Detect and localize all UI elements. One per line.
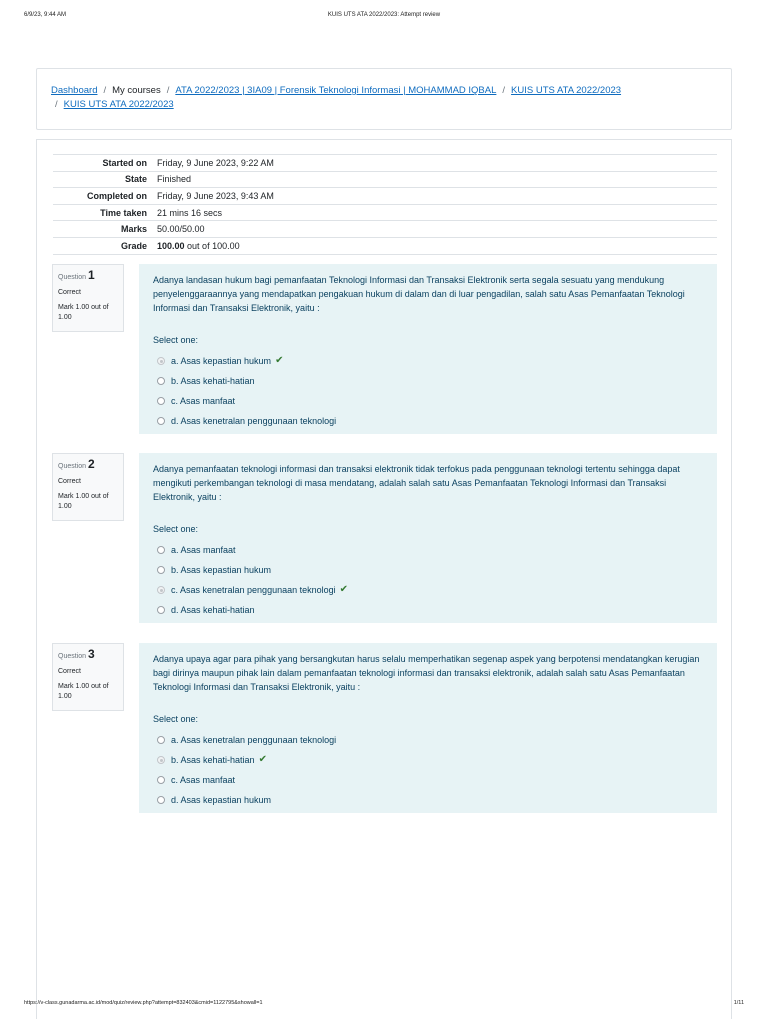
question-number: 3 (87, 647, 95, 661)
time-taken-value: 21 mins 16 secs (153, 204, 717, 221)
summary-row-grade (53, 237, 717, 254)
question-label: Question (58, 274, 87, 281)
question-state: Correct (58, 478, 81, 485)
radio-icon[interactable] (157, 796, 165, 804)
breadcrumb (36, 68, 732, 130)
breadcrumb-separator: / (103, 85, 107, 96)
answer-label: a. Asas manfaat (171, 545, 236, 555)
print-header (24, 12, 744, 22)
breadcrumb-quiz-section-link[interactable]: KUIS UTS ATA 2022/2023 (511, 85, 622, 96)
grade-suffix: out of 100.00 (187, 240, 240, 251)
grade-value: 100.00 (157, 240, 185, 251)
answer-label: c. Asas manfaat (171, 396, 236, 406)
question-label: Question (58, 463, 87, 470)
radio-icon[interactable] (157, 377, 165, 385)
completed-on-value: Friday, 9 June 2023, 9:43 AM (153, 188, 717, 205)
question-mark: Mark 1.00 out of 1.00 (58, 683, 109, 700)
question-state: Correct (58, 289, 81, 296)
question-label: Question (58, 653, 87, 660)
question-mark: Mark 1.00 out of 1.00 (58, 304, 109, 321)
question-text: Adanya upaya agar para pihak yang bersangkutan harus selalu memperhatikan segenap aspek yang berpotensi mendatangkan kerugian bagi dirinya maupun pihak lain dalam pemanfaatan teknologi informasi dan transaksi elektronik, adalah salah satu Asas Pemanfaatan Teknologi Informasi dan Transaksi Elektronik, yaitu : (153, 654, 700, 692)
radio-icon[interactable] (157, 606, 165, 614)
breadcrumb-my-courses[interactable]: My courses (112, 85, 161, 96)
breadcrumb-course-link[interactable]: ATA 2022/2023 | 3IA09 | Forensik Teknologi Informasi | MOHAMMAD IQBAL (175, 85, 497, 96)
answer-label: a. Asas kenetralan penggunaan teknologi (171, 735, 337, 745)
correct-check-icon: ✔ (275, 355, 284, 366)
answer-label: b. Asas kehati-hatian (171, 755, 255, 765)
answer-option[interactable] (153, 790, 703, 810)
radio-checked-icon[interactable] (157, 586, 165, 594)
grade-value-cell (153, 237, 717, 254)
print-footer (24, 1000, 744, 1010)
print-page-number: 1/11 (733, 1000, 744, 1006)
summary-row-state (53, 171, 717, 188)
question-number: 1 (87, 268, 95, 282)
quiz-review-region (36, 139, 732, 1019)
breadcrumb-quiz-link[interactable]: KUIS UTS ATA 2022/2023 (63, 99, 174, 110)
answer-option[interactable] (153, 371, 703, 391)
completed-on-label: Completed on (53, 188, 153, 205)
answer-option[interactable] (153, 351, 703, 371)
answer-label: b. Asas kepastian hukum (171, 565, 272, 575)
answer-option[interactable] (153, 391, 703, 411)
marks-label: Marks (53, 221, 153, 238)
question-1-info (52, 264, 124, 332)
print-date: 6/9/23, 9:44 AM (24, 12, 67, 18)
answer-option[interactable] (153, 770, 703, 790)
summary-row-completed-on (53, 188, 717, 205)
select-one-label: Select one: (153, 714, 199, 724)
answer-label: d. Asas kehati-hatian (171, 605, 255, 615)
marks-value: 50.00/50.00 (153, 221, 717, 238)
answer-option[interactable] (153, 730, 703, 750)
question-text: Adanya landasan hukum bagi pemanfaatan Teknologi Informasi dan Transaksi Elektronik serta segala sesuatu yang mendukung penyelenggaraannya yang mendapatkan pengakuan hukum di dalam dan di luar pengadilan, salah satu Asas Pemanfaatan Teknologi Informasi dan Transaksi Elektronik, yaitu : (153, 275, 685, 313)
question-2-info (52, 453, 124, 521)
answer-label: c. Asas manfaat (171, 775, 236, 785)
answer-option[interactable] (153, 600, 703, 620)
radio-icon[interactable] (157, 417, 165, 425)
answer-label: c. Asas kenetralan penggunaan teknologi (171, 585, 336, 595)
question-2-content (139, 453, 717, 623)
radio-icon[interactable] (157, 546, 165, 554)
started-on-value: Friday, 9 June 2023, 9:22 AM (153, 155, 717, 172)
radio-icon[interactable] (157, 397, 165, 405)
state-value: Finished (153, 171, 717, 188)
radio-checked-icon[interactable] (157, 357, 165, 365)
summary-row-marks (53, 221, 717, 238)
started-on-label: Started on (53, 155, 153, 172)
answer-option[interactable] (153, 411, 703, 431)
correct-check-icon: ✔ (339, 584, 349, 595)
answer-label: b. Asas kehati-hatian (171, 376, 255, 386)
answer-label: d. Asas kepastian hukum (171, 795, 272, 805)
select-one-label: Select one: (153, 524, 199, 534)
breadcrumb-dashboard-link[interactable]: Dashboard (51, 85, 98, 96)
question-1-content (139, 264, 717, 434)
attempt-summary-table (53, 154, 717, 255)
question-state: Correct (58, 668, 81, 675)
answer-label: d. Asas kenetralan penggunaan teknologi (171, 416, 337, 426)
question-number: 2 (87, 457, 95, 471)
answer-option[interactable] (153, 580, 703, 600)
state-label: State (53, 171, 153, 188)
question-3-info (52, 643, 124, 711)
summary-row-time-taken (53, 204, 717, 221)
question-mark: Mark 1.00 out of 1.00 (58, 493, 109, 510)
breadcrumb-separator: / (502, 85, 506, 96)
answer-option[interactable] (153, 540, 703, 560)
breadcrumb-separator: / (166, 85, 170, 96)
question-text: Adanya pemanfaatan teknologi informasi dan transaksi elektronik tidak terfokus pada penggunaan teknologi tertentu sehingga dapat mengikuti perkembangan teknologi di masa mendatang, adalah salah satu Asas Pemanfaatan Teknologi Informasi dan Transaksi Elektronik, yaitu : (153, 464, 680, 502)
answer-option[interactable] (153, 750, 703, 770)
time-taken-label: Time taken (53, 204, 153, 221)
answer-label: a. Asas kepastian hukum (171, 356, 272, 366)
correct-check-icon: ✔ (258, 754, 267, 765)
select-one-label: Select one: (153, 335, 199, 345)
grade-label: Grade (53, 237, 153, 254)
radio-checked-icon[interactable] (157, 756, 165, 764)
answer-option[interactable] (153, 560, 703, 580)
radio-icon[interactable] (157, 566, 165, 574)
radio-icon[interactable] (157, 776, 165, 784)
radio-icon[interactable] (157, 736, 165, 744)
question-3-content (139, 643, 717, 813)
summary-row-started-on (53, 155, 717, 172)
print-url: https://v-class.gunadarma.ac.id/mod/quiz/review.php?attempt=832403&cmid=1122795&showall=1 (24, 1000, 263, 1006)
print-title: KUIS UTS ATA 2022/2023: Attempt review (327, 12, 441, 18)
breadcrumb-separator: / (55, 99, 58, 110)
